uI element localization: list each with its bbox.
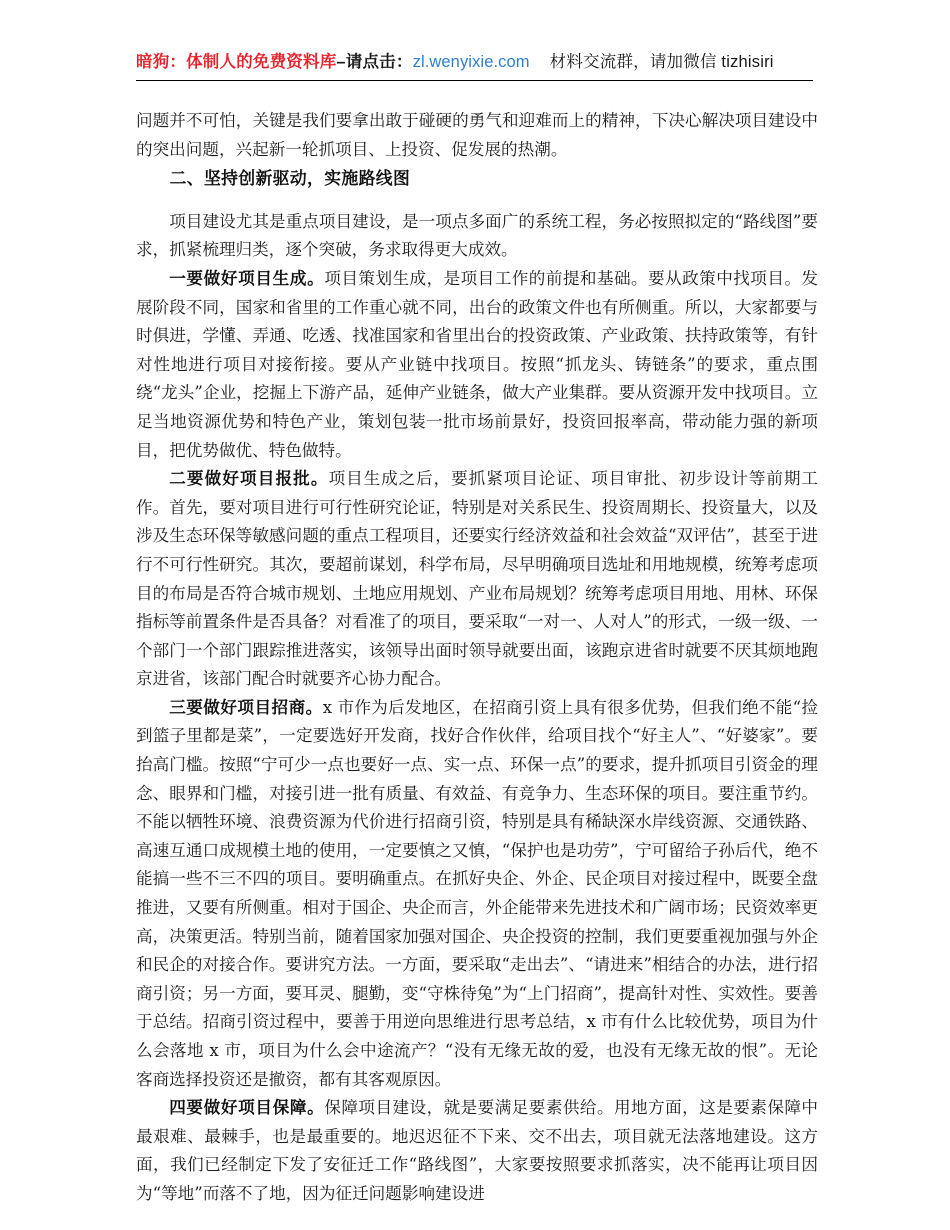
item-four-lead-label: 四要做好项目保障。 [169,1098,325,1118]
paragraph-opening: 问题并不可怕，关键是我们要拿出敢于碰硬的勇气和迎难而上的精神，下决心解决项目建设中的突出问题，兴起新一轮抓项目、上投资、促发展的热潮。 [136,111,818,159]
promo-header-click-text: –请点击： [336,52,413,71]
document-body [136,107,818,1209]
item-one-lead-label: 一要做好项目生成。 [169,268,325,288]
paragraph-item-two [136,465,818,694]
item-two-lead-label: 二要做好项目报批。 [169,469,329,489]
promo-header-wechat-text: 材料交流群，请加微信 tizhisiri [549,52,774,71]
paragraph-item-one [136,265,818,465]
paragraph-roadmap-intro: 项目建设尤其是重点项目建设，是一项点多面广的系统工程，务必按照拟定的“路线图”要求，抓紧梳理归类，逐个突破，务求取得更大成效。 [136,211,818,260]
item-four-body-text: 保障项目建设，就是要满足要素供给。用地方面，这是要素保障中最艰难、最棘手，也是最重要的。地迟迟征不下来、交不出去，项目就无法落地建设。这方面，我们已经制定下发了安征迁工作“路线图”，大家要按照要求抓落实，决不能再让项目因为“等地”而落不了地，因为征迁问题影响建设进 [136,1098,819,1203]
header-divider-rule [136,80,813,81]
item-three-lead-label: 三要做好项目招商。 [169,697,323,717]
promo-header-banner [136,45,814,79]
promo-header-link[interactable]: zl.wenyixie.com [412,52,530,71]
item-two-body-text: 项目生成之后，要抓紧项目论证、项目审批、初步设计等前期工作。首先，要对项目进行可行性研究论证，特别是对关系民生、投资周期长、投资量大，以及涉及生态环保等敏感问题的重点工程项目，还要实行经济效益和社会效益“双评估”，甚至于进行不可行性研究。其次，要超前谋划，科学布局，尽早明确项目选址和用地规模，统筹考虑项目的布局是否符合城市规划、土地应用规划、产业布局规划？统筹考虑项目用地、用林、环保指标等前置条件是否具备？对看准了的项目，要采取“一对一、人对人”的形式，一级一级、一个部门一个部门跟踪推进落实，该领导出面时领导就要出面，该跑京进省时就要不厌其烦地跑京进省，该部门配合时就要齐心协力配合。 [136,469,818,689]
paragraph-item-four [136,1094,818,1208]
item-one-body-text: 项目策划生成，是项目工作的前提和基础。要从政策中找项目。发展阶段不同，国家和省里的工作重心就不同，出台的政策文件也有所侧重。所以，大家都要与时俱进，学懂、弄通、吃透、找准国家和省里出台的投资政策、产业政策、扶持政策等，有针对性地进行项目对接衔接。要从产业链中找项目。按照“抓龙头、铸链条”的要求，重点围绕“龙头”企业，挖掘上下游产品，延伸产业链条，做大产业集群。要从资源开发中找项目。立足当地资源优势和特色产业，策划包装一批市场前景好，投资回报率高，带动能力强的新项目，把优势做优、特色做特。 [136,268,819,460]
paragraph-item-three [136,694,818,1094]
item-three-body-text: x 市作为后发地区，在招商引资上具有很多优势，但我们绝不能“捡到篮子里都是菜”，一定要选好开发商，找好合作伙伴，给项目找个“好主人”、“好婆家”。要抬高门槛。按照“宁可少一点也要好一点、实一点、环保一点”的要求，提升抓项目引资金的理念、眼界和门槛，对接引进一批有质量、有效益、有竞争力、生态环保的项目。要注重节约。不能以牺牲环境、浪费资源为代价进行招商引资，特别是具有稀缺深水岸线资源、交通铁路、高速互通口成规模土地的使用，一定要慎之又慎，“保护也是功劳”，宁可留给子孙后代，绝不能搞一些不三不四的项目。要明确重点。在抓好央企、外企、民企项目对接过程中，既要全盘推进，又要有所侧重。相对于国企、央企而言，外企能带来先进技术和广阔市场；民资效率更高，决策更活。特别当前，随着国家加强对国企、央企投资的控制，我们更要重视加强与外企和民企的对接合作。要讲究方法。一方面，要采取“走出去”、“请进来”相结合的办法，进行招商引资；另一方面，要耳灵、腿勤，变“守株待兔”为“上门招商”，提高针对性、实效性。要善于总结。招商引资过程中，要善于用逆向思维进行思考总结，x 市有什么比较优势，项目为什么会落地 x 市，项目为什么会中途流产？“没有无缘无故的爱，也没有无缘无故的恨”。无论客商选择投资还是撤资，都有其客观原因。 [136,697,818,1089]
promo-header-red-text: 暗狗：体制人的免费资料库 [136,52,337,71]
section-heading-two: 二、坚持创新驱动，实施路线图 [169,168,411,189]
